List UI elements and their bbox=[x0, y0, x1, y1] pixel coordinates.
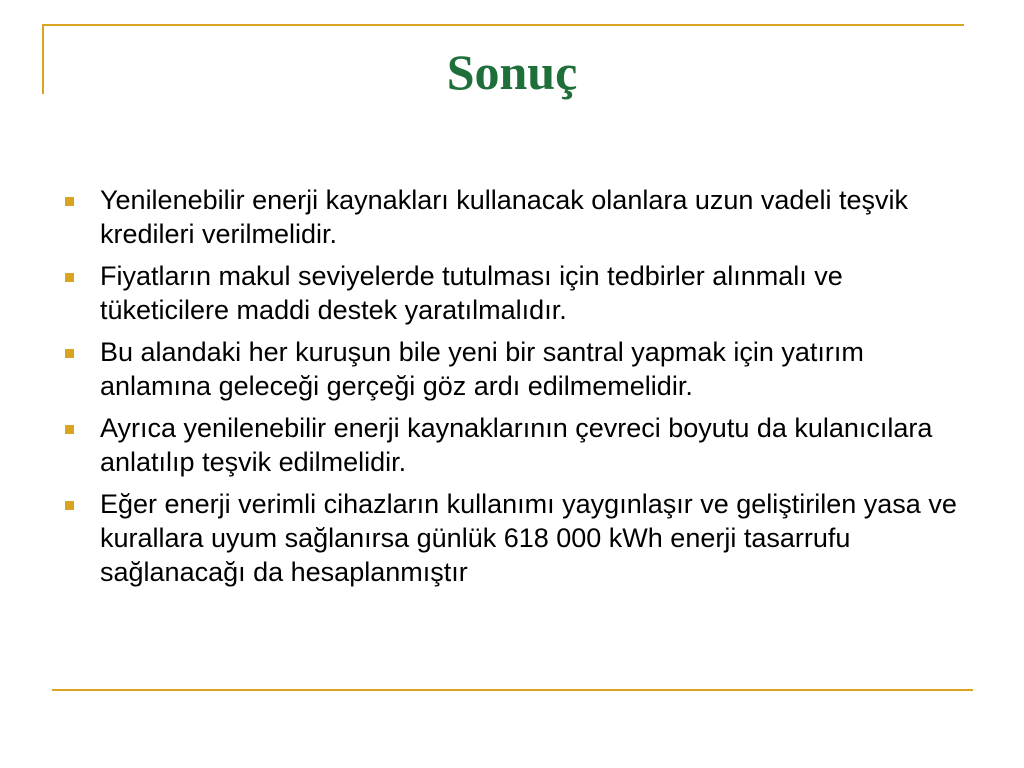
square-bullet-icon bbox=[65, 425, 74, 434]
square-bullet-icon bbox=[65, 349, 74, 358]
bullet-item bbox=[62, 335, 972, 403]
slide-title: Sonuç bbox=[446, 44, 578, 100]
bullet-item bbox=[62, 487, 972, 589]
square-bullet-icon bbox=[65, 273, 74, 282]
bullet-text: Ayrıca yenilenebilir enerji kaynaklarının çevreci boyutu da kulanıcılara anlatılıp teşvik edilmelidir. bbox=[100, 413, 933, 477]
bullet-list bbox=[62, 183, 972, 597]
bullet-item bbox=[62, 183, 972, 251]
square-bullet-icon bbox=[65, 501, 74, 510]
bullet-text: Fiyatların makul seviyelerde tutulması için tedbirler alınmalı ve tüketicilere maddi destek yaratılmalıdır. bbox=[100, 261, 843, 325]
bottom-rule bbox=[52, 689, 973, 691]
bullet-item bbox=[62, 259, 972, 327]
top-rule bbox=[42, 24, 964, 26]
bullet-text: Yenilenebilir enerji kaynakları kullanacak olanlara uzun vadeli teşvik kredileri verilmelidir. bbox=[100, 185, 908, 249]
bullet-text: Bu alandaki her kuruşun bile yeni bir santral yapmak için yatırım anlamına geleceği gerçeği göz ardı edilmemelidir. bbox=[100, 337, 864, 401]
bullet-item bbox=[62, 411, 972, 479]
square-bullet-icon bbox=[65, 197, 74, 206]
bullet-text: Eğer enerji verimli cihazların kullanımı yaygınlaşır ve geliştirilen yasa ve kurallara uyum sağlanırsa günlük 618 000 kWh enerji tasarrufu sağlanacağı da hesaplanmıştır bbox=[100, 489, 957, 587]
